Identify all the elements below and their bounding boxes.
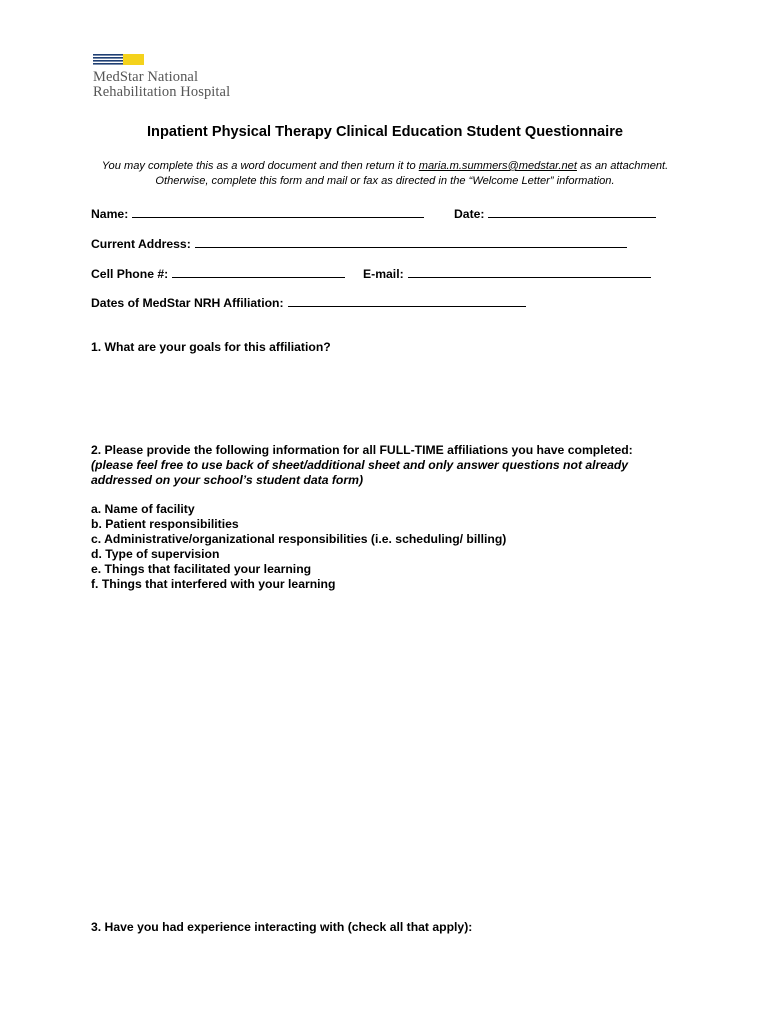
logo-line-1: MedStar National (93, 69, 199, 85)
logo-line-2: Rehabilitation Hospital (93, 84, 231, 100)
question-2-note-line1: (please feel free to use back of sheet/additional sheet and only answer questions not already (91, 458, 629, 472)
logo-mark-icon (93, 54, 145, 66)
date-field[interactable] (488, 205, 656, 218)
address-row (91, 235, 627, 252)
affiliation-dates-row (91, 294, 526, 311)
list-item: e. Things that facilitated your learning (91, 562, 312, 576)
list-item: d. Type of supervision (91, 547, 220, 561)
intro-line1-prefix: You may complete this as a word document and then return it to (101, 160, 416, 172)
intro-line2: Otherwise, complete this form and mail or fax as directed in the “Welcome Letter” information. (155, 175, 615, 187)
intro-text (0, 159, 770, 189)
question-2 (91, 443, 633, 488)
question-3: 3. Have you had experience interacting with (check all that apply): (91, 920, 473, 934)
name-label: Name: (91, 207, 129, 221)
question-1-answer-area[interactable] (91, 360, 681, 430)
cell-phone-field[interactable] (172, 265, 345, 278)
name-field[interactable] (132, 205, 424, 218)
question-2-items (91, 502, 506, 592)
intro-line1-suffix: as an attachment. (580, 160, 669, 172)
question-2-main: 2. Please provide the following information for all FULL-TIME affiliations you have completed: (91, 443, 633, 457)
email-row (363, 265, 651, 282)
email-field[interactable] (408, 265, 651, 278)
affiliation-dates-label: Dates of MedStar NRH Affiliation: (91, 296, 284, 310)
contact-email-link[interactable]: maria.m.summers@medstar.net (418, 160, 577, 172)
page-title: Inpatient Physical Therapy Clinical Education Student Questionnaire (146, 124, 623, 140)
list-item: f. Things that interfered with your learning (91, 577, 336, 591)
cell-row (91, 265, 345, 282)
list-item: b. Patient responsibilities (91, 517, 239, 531)
question-2-note-line2: addressed on your school’s student data form) (91, 473, 364, 487)
email-label: E-mail: (363, 267, 404, 281)
hospital-logo (93, 54, 230, 100)
address-field[interactable] (195, 235, 627, 248)
question-2-answer-area[interactable] (91, 600, 681, 900)
cell-phone-label: Cell Phone #: (91, 267, 169, 281)
affiliation-dates-field[interactable] (288, 294, 526, 307)
name-row (91, 205, 424, 222)
date-row (454, 205, 656, 222)
address-label: Current Address: (91, 237, 191, 251)
list-item: a. Name of facility (91, 502, 195, 516)
date-label: Date: (454, 207, 485, 221)
list-item: c. Administrative/organizational responsibilities (i.e. scheduling/ billing) (91, 532, 507, 546)
question-1: 1. What are your goals for this affiliation? (91, 340, 331, 354)
